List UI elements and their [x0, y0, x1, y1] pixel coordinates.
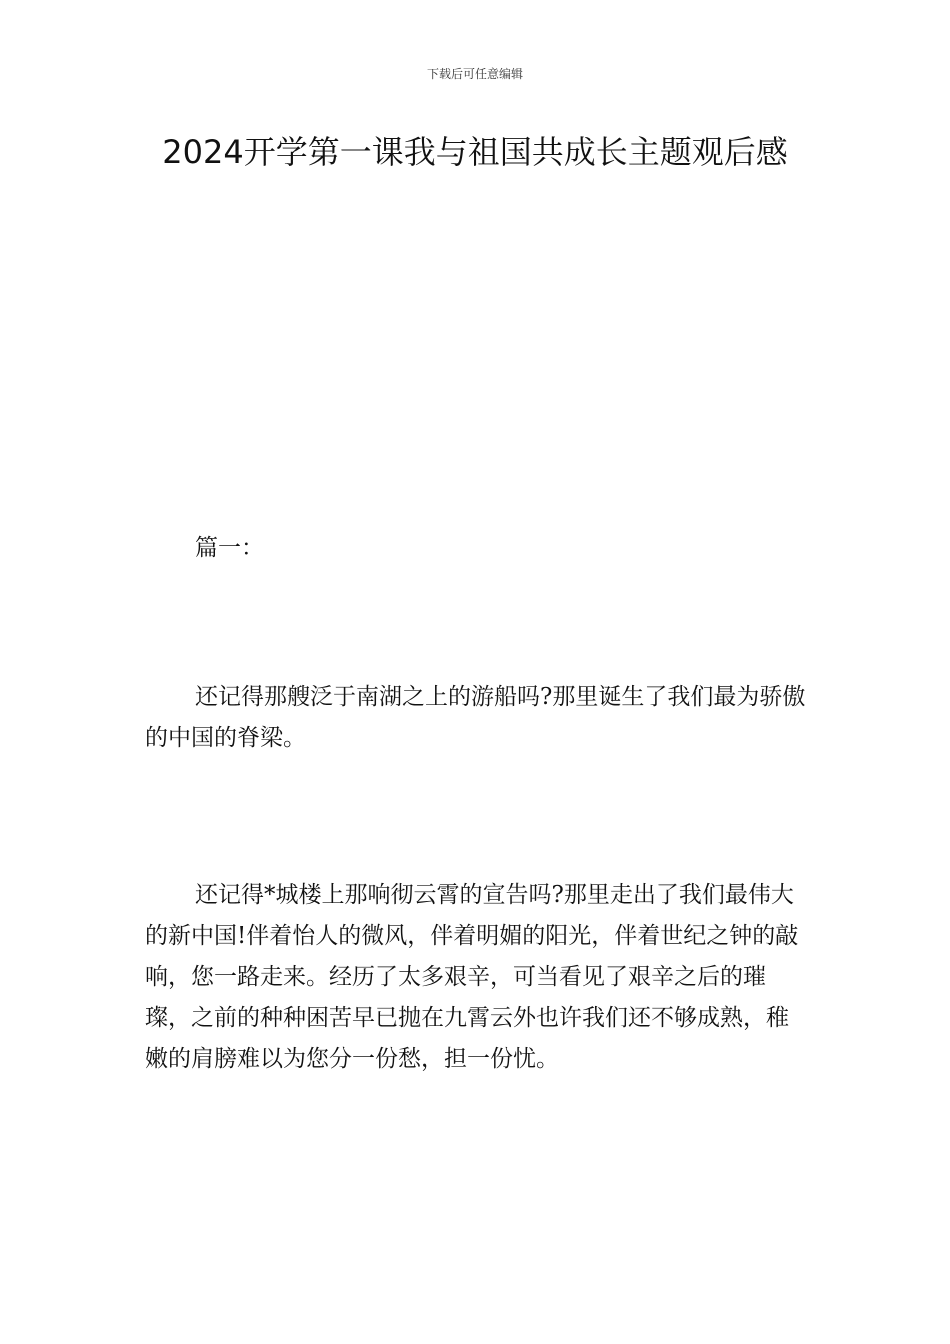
- paragraph-1: 还记得那艘泛于南湖之上的游船吗?那里诞生了我们最为骄傲的中国的脊梁。: [145, 684, 806, 751]
- section-label: 篇一：: [195, 535, 264, 561]
- document-title: 2024开学第一课我与祖国共成长主题观后感: [162, 133, 788, 171]
- header-note: 下载后可任意编辑: [426, 67, 523, 81]
- paragraph-2: 还记得*城楼上那响彻云霄的宣告吗?那里走出了我们最伟大的新中国!伴着怡人的微风，伴着明媚的阳光，伴着世纪之钟的敲响，您一路走来。经历了太多艰辛，可当看见了艰辛之后的璀璨，之前的种种困苦早已抛在九霄云外也许我们还不够成熟，稚嫩的肩膀难以为您分一份愁，担一份忧。: [145, 882, 799, 1072]
